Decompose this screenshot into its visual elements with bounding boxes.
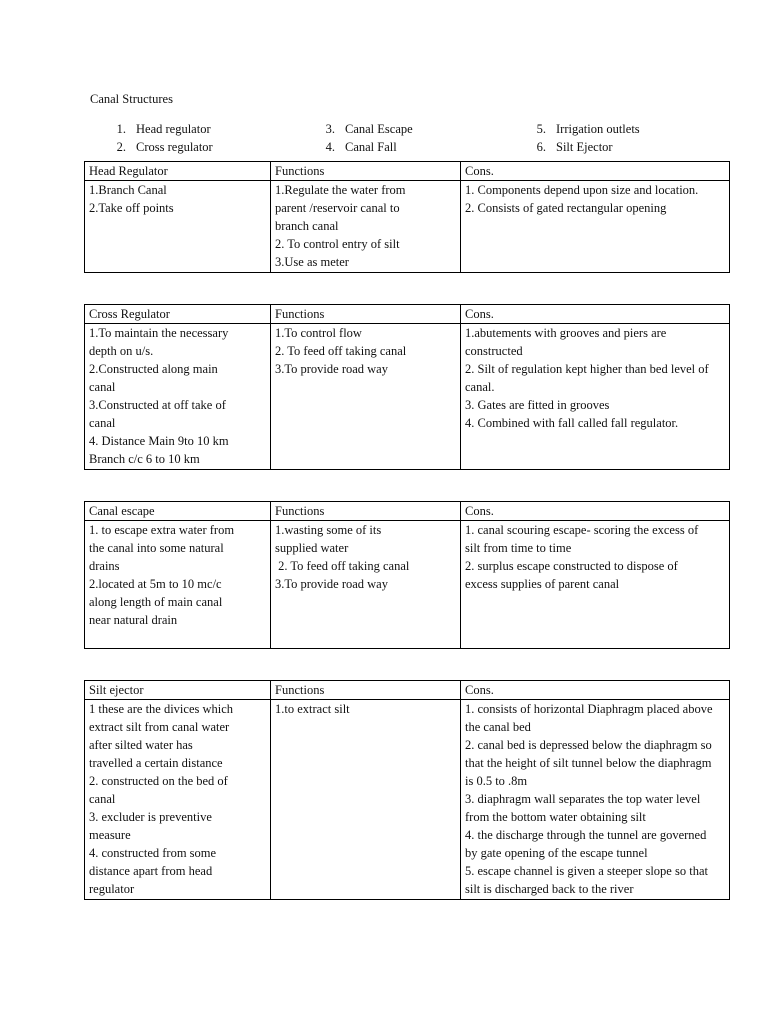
cross-regulator-table bbox=[84, 304, 730, 470]
list-item-number: 4. bbox=[325, 140, 335, 154]
cell-line: 1. to escape extra water from bbox=[89, 523, 235, 537]
cell-line: 1.Regulate the water from bbox=[275, 183, 406, 197]
cell-line: silt is discharged back to the river bbox=[465, 882, 634, 896]
cell-line: the canal into some natural bbox=[89, 541, 224, 555]
cell-line: from the bottom water obtaining silt bbox=[465, 810, 646, 824]
cell-line: 4. Combined with fall called fall regulator. bbox=[465, 416, 679, 430]
table-header-row bbox=[85, 162, 730, 181]
cell-line: 3.To provide road way bbox=[275, 362, 388, 376]
cell-line: Branch c/c 6 to 10 km bbox=[89, 452, 200, 466]
list-item-label: Head regulator bbox=[136, 122, 211, 136]
list-item-label: Irrigation outlets bbox=[556, 122, 640, 136]
cell-line: 5. escape channel is given a steeper slope so that bbox=[465, 864, 708, 878]
cell-line: 3. Gates are fitted in grooves bbox=[465, 398, 610, 412]
table-cell bbox=[85, 521, 271, 649]
cell-line: canal bbox=[89, 416, 116, 430]
table-header-cell: Cons. bbox=[461, 681, 730, 700]
cell-line: 2. To feed off taking canal bbox=[275, 559, 410, 573]
table-cell bbox=[85, 181, 271, 273]
table-row bbox=[85, 700, 730, 900]
table-cell bbox=[271, 181, 461, 273]
list-item bbox=[524, 120, 640, 138]
structure-list-col-1 bbox=[104, 120, 213, 156]
cell-line: 4. the discharge through the tunnel are governed bbox=[465, 828, 707, 842]
list-item-number: 2. bbox=[116, 140, 126, 154]
cell-line: canal bbox=[89, 380, 116, 394]
list-item bbox=[313, 120, 413, 138]
table-row bbox=[85, 181, 730, 273]
table-header-cell: Silt ejector bbox=[85, 681, 271, 700]
list-item-label: Canal Fall bbox=[345, 140, 397, 154]
cell-line: 2. To control entry of silt bbox=[275, 237, 400, 251]
table-header-cell: Cross Regulator bbox=[85, 305, 271, 324]
cell-line: 1. Components depend upon size and location. bbox=[465, 183, 699, 197]
table-cell bbox=[85, 700, 271, 900]
cell-line: travelled a certain distance bbox=[89, 756, 223, 770]
table-cell bbox=[461, 700, 730, 900]
cell-line: branch canal bbox=[275, 219, 339, 233]
cell-line: 1.to extract silt bbox=[275, 702, 350, 716]
cell-line: 3. excluder is preventive bbox=[89, 810, 212, 824]
table-row bbox=[85, 521, 730, 649]
cell-line: 1 these are the divices which bbox=[89, 702, 234, 716]
table-cell bbox=[461, 521, 730, 649]
table-cell bbox=[461, 181, 730, 273]
cell-line: after silted water has bbox=[89, 738, 193, 752]
cell-line: 1. canal scouring escape- scoring the excess of bbox=[465, 523, 699, 537]
cell-line: distance apart from head bbox=[89, 864, 213, 878]
cell-line: excess supplies of parent canal bbox=[465, 577, 620, 591]
cell-line: drains bbox=[89, 559, 120, 573]
list-item bbox=[104, 138, 213, 156]
cell-line: 2.Constructed along main bbox=[89, 362, 218, 376]
cell-line: depth on u/s. bbox=[89, 344, 154, 358]
table-header-cell: Cons. bbox=[461, 305, 730, 324]
cell-line: canal. bbox=[465, 380, 495, 394]
canal-escape-table bbox=[84, 501, 730, 649]
cell-line: 2. Silt of regulation kept higher than bed level of bbox=[465, 362, 709, 376]
cell-line: 3.Constructed at off take of bbox=[89, 398, 226, 412]
cell-line: canal bbox=[89, 792, 116, 806]
cell-line: the canal bed bbox=[465, 720, 531, 734]
cell-line: 1.To control flow bbox=[275, 326, 362, 340]
page-title: Canal Structures bbox=[90, 92, 173, 106]
list-item-label: Silt Ejector bbox=[556, 140, 613, 154]
structure-list-col-3 bbox=[524, 120, 640, 156]
head-regulator-table bbox=[84, 161, 730, 273]
cell-line: 2.located at 5m to 10 mc/c bbox=[89, 577, 222, 591]
list-item-number: 1. bbox=[116, 122, 126, 136]
table-header-cell: Canal escape bbox=[85, 502, 271, 521]
cell-line: by gate opening of the escape tunnel bbox=[465, 846, 648, 860]
cell-line: 4. constructed from some bbox=[89, 846, 217, 860]
list-item bbox=[313, 138, 413, 156]
cell-line: supplied water bbox=[275, 541, 349, 555]
cell-line: 3. diaphragm wall separates the top water level bbox=[465, 792, 701, 806]
cell-line: 1.wasting some of its bbox=[275, 523, 382, 537]
list-item bbox=[104, 120, 213, 138]
cell-line: constructed bbox=[465, 344, 523, 358]
table-header-cell: Functions bbox=[271, 162, 461, 181]
cell-line: 1.Branch Canal bbox=[89, 183, 167, 197]
cell-line: 2.Take off points bbox=[89, 201, 174, 215]
list-item-number: 6. bbox=[536, 140, 546, 154]
cell-line: parent /reservoir canal to bbox=[275, 201, 400, 215]
table-cell bbox=[85, 324, 271, 470]
cell-line: 3.Use as meter bbox=[275, 255, 349, 269]
table-cell bbox=[461, 324, 730, 470]
cell-line: 3.To provide road way bbox=[275, 577, 388, 591]
cell-line: extract silt from canal water bbox=[89, 720, 230, 734]
table-header-cell: Functions bbox=[271, 305, 461, 324]
silt-ejector-table bbox=[84, 680, 730, 900]
structure-list-col-2 bbox=[313, 120, 413, 156]
table-row bbox=[85, 324, 730, 470]
table-header-cell: Functions bbox=[271, 502, 461, 521]
table-cell bbox=[271, 521, 461, 649]
table-header-row bbox=[85, 681, 730, 700]
cell-line: 2. constructed on the bed of bbox=[89, 774, 228, 788]
list-item bbox=[524, 138, 640, 156]
cell-line: 1.To maintain the necessary bbox=[89, 326, 229, 340]
cell-line: 2. Consists of gated rectangular opening bbox=[465, 201, 667, 215]
table-header-row bbox=[85, 502, 730, 521]
table-header-cell: Cons. bbox=[461, 502, 730, 521]
cell-line: that the height of silt tunnel below the diaphragm bbox=[465, 756, 712, 770]
list-item-label: Cross regulator bbox=[136, 140, 213, 154]
list-item-label: Canal Escape bbox=[345, 122, 413, 136]
table-cell bbox=[271, 324, 461, 470]
cell-line: is 0.5 to .8m bbox=[465, 774, 528, 788]
cell-line: regulator bbox=[89, 882, 135, 896]
table-header-row bbox=[85, 305, 730, 324]
list-item-number: 5. bbox=[536, 122, 546, 136]
cell-line: near natural drain bbox=[89, 613, 178, 627]
cell-line: measure bbox=[89, 828, 131, 842]
cell-line: along length of main canal bbox=[89, 595, 223, 609]
cell-line: 2. To feed off taking canal bbox=[275, 344, 407, 358]
table-cell bbox=[271, 700, 461, 900]
cell-line: 4. Distance Main 9to 10 km bbox=[89, 434, 229, 448]
table-header-cell: Functions bbox=[271, 681, 461, 700]
cell-line: silt from time to time bbox=[465, 541, 572, 555]
cell-line: 2. surplus escape constructed to dispose of bbox=[465, 559, 678, 573]
list-item-number: 3. bbox=[325, 122, 335, 136]
cell-line: 2. canal bed is depressed below the diaphragm so bbox=[465, 738, 712, 752]
table-header-cell: Cons. bbox=[461, 162, 730, 181]
table-header-cell: Head Regulator bbox=[85, 162, 271, 181]
cell-line: 1.abutements with grooves and piers are bbox=[465, 326, 667, 340]
cell-line: 1. consists of horizontal Diaphragm placed above bbox=[465, 702, 713, 716]
